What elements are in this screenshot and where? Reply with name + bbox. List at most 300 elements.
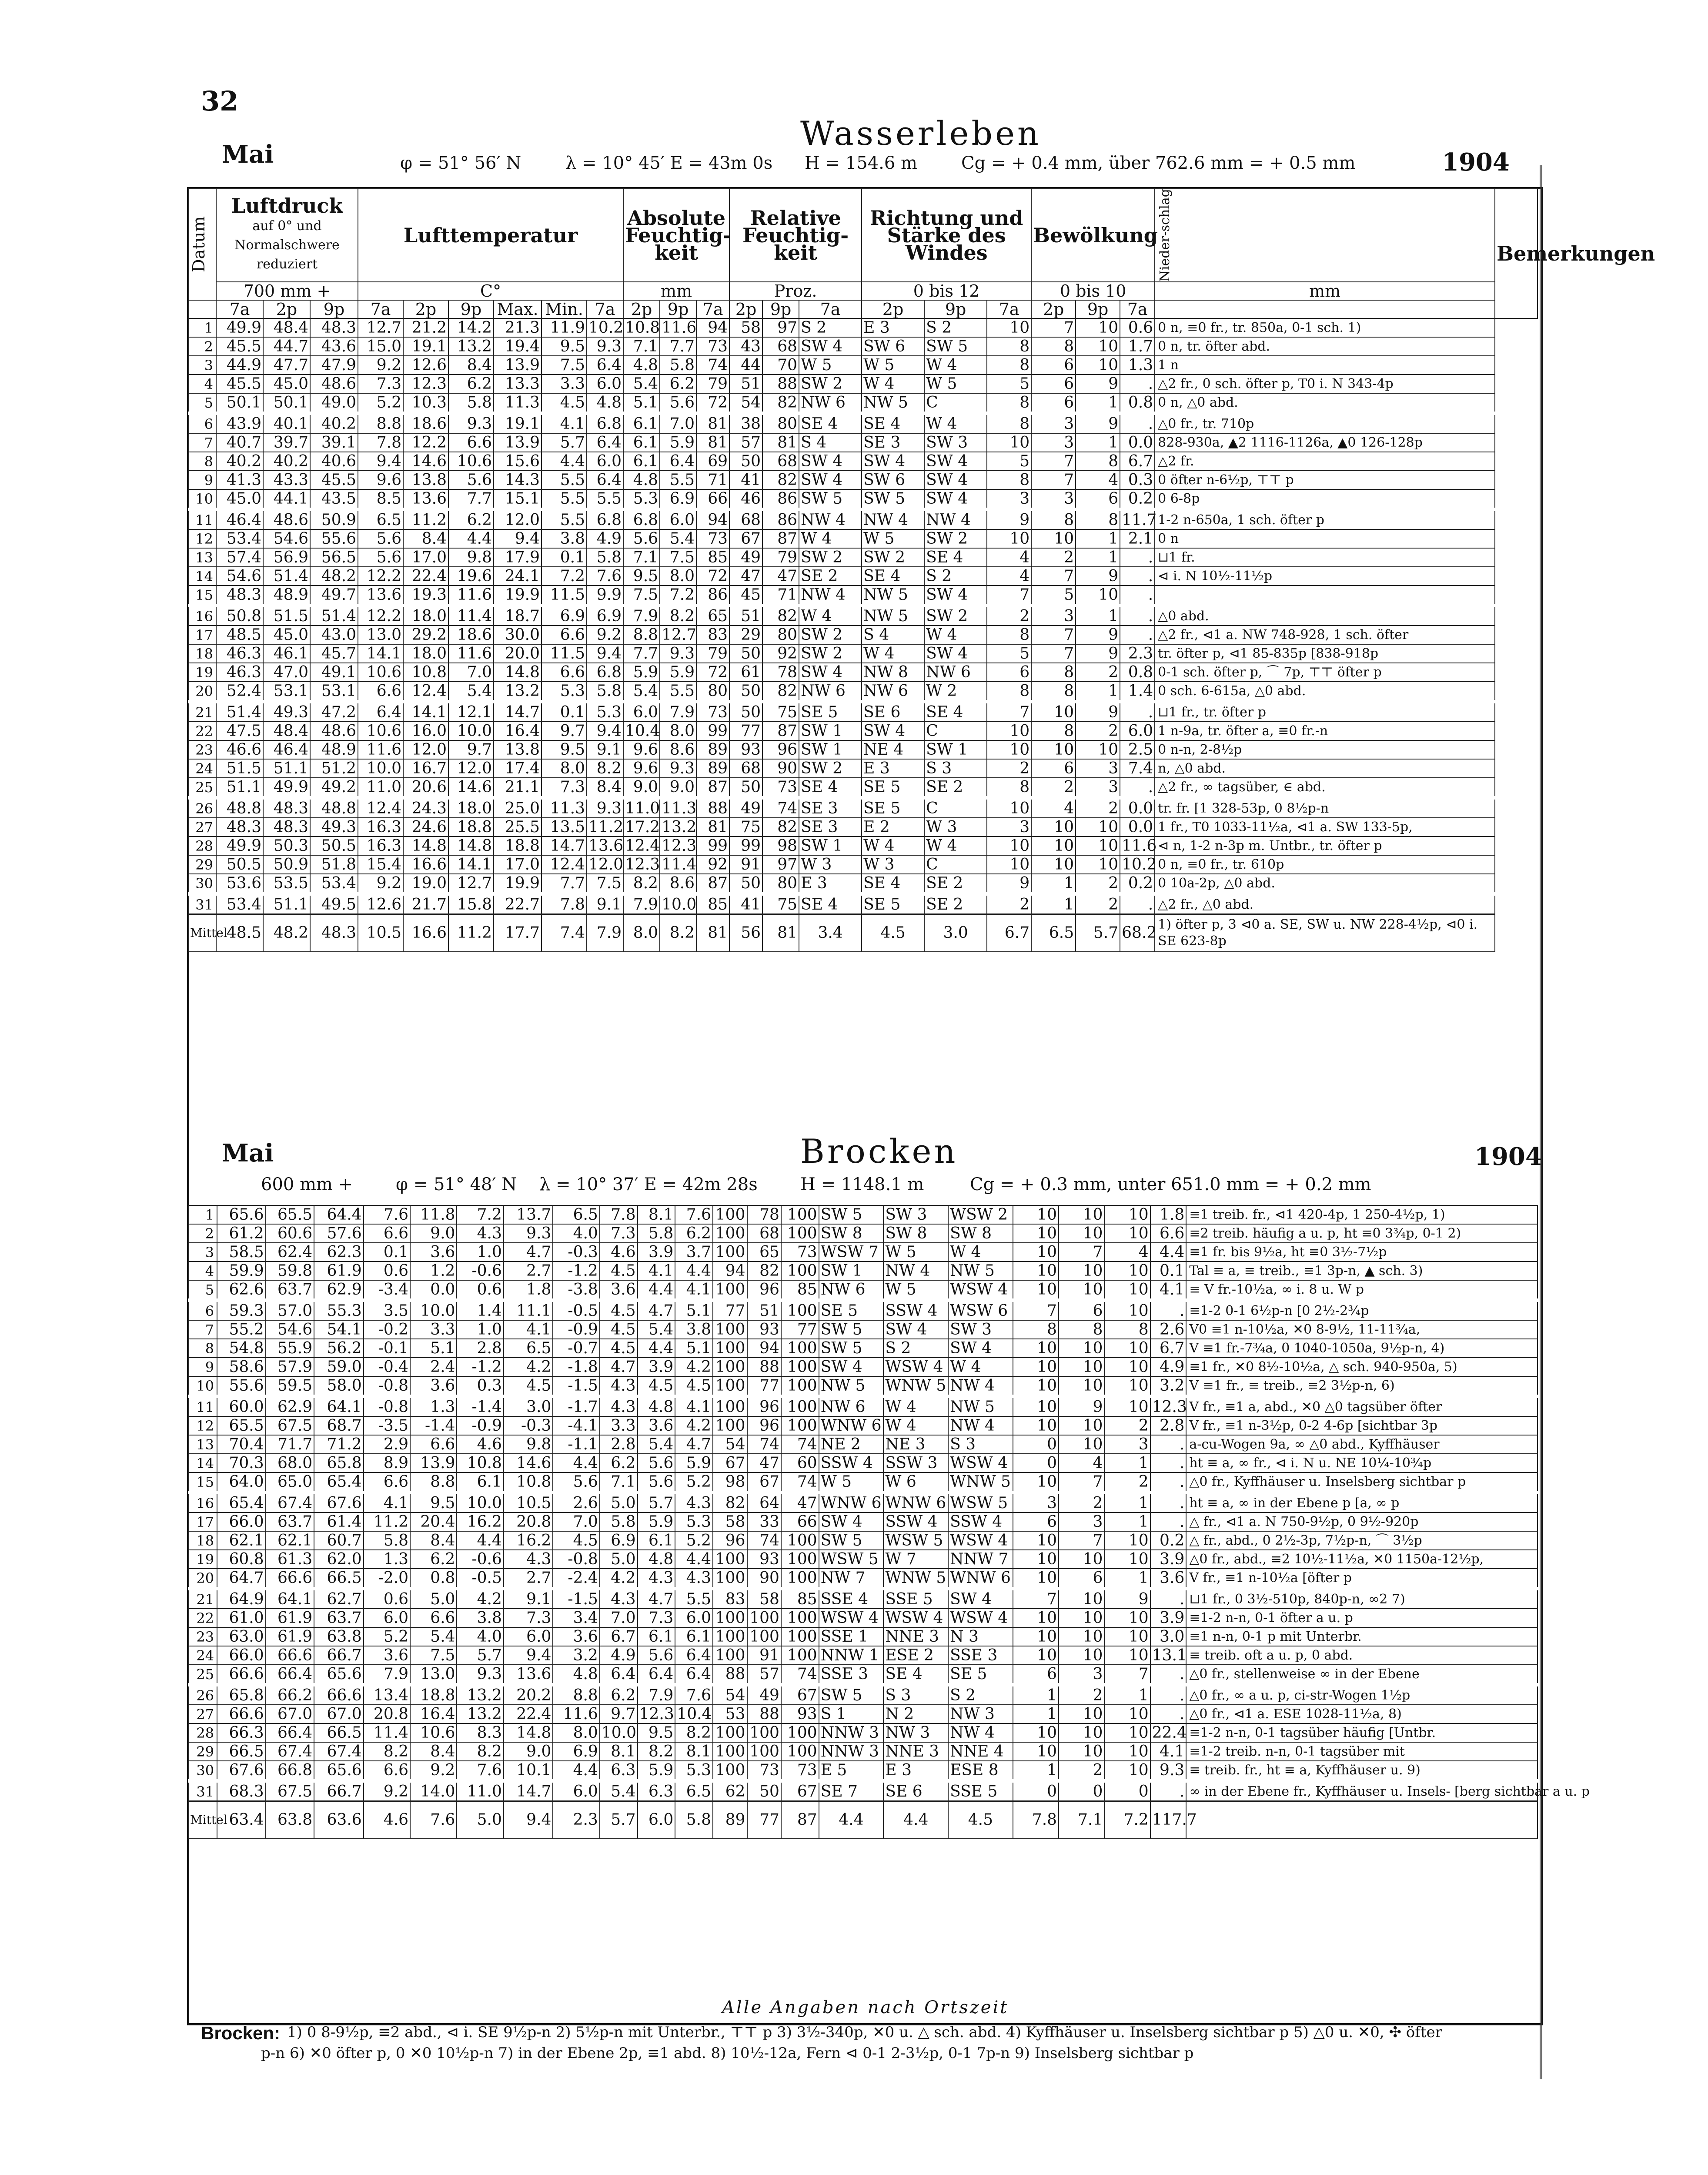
table-cell: 6.0 (587, 452, 623, 471)
table-cell: E 2 (862, 818, 924, 837)
table-cell: SE 4 (924, 548, 987, 567)
table-cell: 77 (781, 1320, 819, 1339)
table-cell: . (1120, 894, 1155, 914)
table-cell: 66.6 (217, 1705, 266, 1723)
table-cell: 13.7 (504, 1205, 553, 1224)
table-cell: 7 (1031, 471, 1076, 489)
table-cell: -0.5 (553, 1300, 599, 1320)
table-cell: 14.8 (494, 663, 541, 682)
table-cell: 21 (188, 702, 216, 722)
mean-cell: 8.2 (660, 914, 696, 952)
table-cell: SE 4 (799, 894, 862, 914)
table-cell: NW 4 (948, 1416, 1013, 1435)
table-cell: 6.9 (541, 606, 587, 626)
table-cell: 82 (762, 606, 799, 626)
table-cell: 48.6 (310, 375, 358, 393)
table-cell: 9.4 (587, 722, 623, 740)
table-cell: 12.7 (660, 626, 696, 644)
table-cell: 5.3 (675, 1761, 713, 1781)
table-cell: 24 (188, 1646, 217, 1665)
table-cell: 50.3 (263, 837, 310, 855)
table-cell: 4 (1104, 1243, 1150, 1262)
table-cell: 10 (1104, 1300, 1150, 1320)
table-cell: 10 (1059, 1376, 1104, 1396)
table-cell: 9.3 (1150, 1761, 1187, 1781)
table-cell: 0 (1104, 1781, 1150, 1801)
table-cell: 13.6 (403, 489, 448, 509)
table-cell: SSW 4 (883, 1512, 948, 1531)
table-cell: ⊔1 fr., 0 3½-510p, 840p-n, ∞2 7) (1186, 1589, 1538, 1609)
table-cell: 46.4 (263, 740, 310, 759)
table-cell: 7.6 (675, 1205, 713, 1224)
mean-cell: 6.7 (987, 914, 1031, 952)
table-cell: 5.1 (675, 1339, 713, 1358)
table-cell: 6.2 (448, 509, 494, 529)
table-cell: 40.6 (310, 452, 358, 471)
table-cell: 13.9 (494, 433, 541, 452)
table-cell: 6.1 (638, 1627, 675, 1646)
table-row (188, 778, 1538, 798)
table-cell: 64.1 (314, 1396, 364, 1416)
time-7a: 7a (587, 300, 623, 318)
table-cell: 15.8 (448, 894, 494, 914)
table-cell: 10 (987, 433, 1031, 452)
table-cell: SE 2 (799, 567, 862, 586)
bew-unit: 0 bis 10 (1031, 282, 1155, 300)
table-cell: 51.1 (263, 894, 310, 914)
table-cell: 14.1 (448, 855, 494, 874)
table-cell: 7.3 (504, 1609, 553, 1627)
table-cell: SSE 5 (883, 1589, 948, 1609)
table-cell: 8 (1076, 452, 1120, 471)
table-cell: 5.7 (457, 1646, 503, 1665)
table-cell: ∞ in der Ebene fr., Kyffhäuser u. Insels- [berg sichtbar a u. p (1186, 1781, 1538, 1801)
table-cell: 10 (1031, 740, 1076, 759)
table-cell: 20.8 (364, 1705, 410, 1723)
table-cell: 24.6 (403, 818, 448, 837)
table-cell: 19.9 (494, 586, 541, 606)
table-cell: SE 2 (924, 874, 987, 894)
table-cell: 66.3 (217, 1723, 266, 1742)
table-cell: 10.4 (675, 1705, 713, 1723)
table-cell: 68 (762, 337, 799, 356)
table-cell: 4.2 (675, 1358, 713, 1376)
abs-unit: mm (623, 282, 729, 300)
table-cell: 4.1 (675, 1396, 713, 1416)
table-cell: 74 (781, 1472, 819, 1492)
table-cell: △0 fr., stellenweise ∞ in der Ebene (1186, 1665, 1538, 1685)
table-cell: SW 6 (862, 337, 924, 356)
table-cell: 0.6 (1120, 318, 1155, 337)
table-cell: W 4 (924, 626, 987, 644)
table-cell: SE 4 (799, 778, 862, 798)
table-cell: 100 (781, 1742, 819, 1761)
table-cell: 2.8 (600, 1435, 638, 1454)
table-cell: ≡1 n-n, 0-1 p mit Unterbr. (1186, 1627, 1538, 1646)
table-cell: 58.6 (217, 1358, 266, 1376)
table-cell: 18.7 (494, 606, 541, 626)
table-cell: NW 4 (883, 1262, 948, 1280)
table-cell: 1 (188, 318, 216, 337)
table-cell: 5.7 (638, 1492, 675, 1512)
table-cell: 48.2 (310, 567, 358, 586)
table-cell: WSW 5 (819, 1550, 884, 1569)
table-cell: -0.2 (364, 1320, 410, 1339)
table-cell: 5.0 (600, 1550, 638, 1569)
table-cell: 7.8 (541, 894, 587, 914)
table-cell: 74 (762, 798, 799, 818)
table-cell: 8.8 (623, 626, 660, 644)
table-cell: S 1 (819, 1705, 884, 1723)
table-cell: 3.0 (1150, 1627, 1187, 1646)
table-cell: 50 (729, 702, 762, 722)
table-cell: 9 (1076, 413, 1120, 433)
table-cell: V fr., ≡1 n-10½a [öfter p (1186, 1569, 1538, 1589)
table-cell: 100 (713, 1609, 747, 1627)
table-cell: 50 (729, 452, 762, 471)
table-cell: 1 (1104, 1685, 1150, 1705)
table-cell: SW 5 (924, 337, 987, 356)
page-number: 32 (201, 85, 239, 117)
table-cell: 57 (729, 433, 762, 452)
table-cell: 7 (1104, 1665, 1150, 1685)
table-cell: 9.2 (358, 874, 403, 894)
table-cell: 1 (1076, 548, 1120, 567)
table-cell: 17.2 (623, 818, 660, 837)
table-cell: 94 (696, 318, 729, 337)
table-cell: 18.8 (494, 837, 541, 855)
table-cell: 51 (729, 375, 762, 393)
table-row (188, 433, 1538, 452)
table-cell: 10 (1059, 1627, 1104, 1646)
table-cell: 93 (747, 1550, 781, 1569)
table-cell: 8 (1031, 509, 1076, 529)
table-cell: ≡ V fr.-10½a, ∞ i. 8 u. W p (1186, 1280, 1538, 1300)
table-cell: . (1150, 1781, 1187, 1801)
table-cell: 4.4 (553, 1454, 599, 1472)
table-cell: 10 (1059, 1723, 1104, 1742)
table-cell: 10 (987, 837, 1031, 855)
table-cell: 100 (747, 1609, 781, 1627)
table-cell: SE 7 (819, 1781, 884, 1801)
table-cell: 63.7 (314, 1609, 364, 1627)
mean-cell: 81 (696, 914, 729, 952)
table-cell: 22.4 (403, 567, 448, 586)
table-cell: 2 (1104, 1472, 1150, 1492)
table-cell: . (1120, 626, 1155, 644)
table-cell: S 2 (883, 1339, 948, 1358)
time-9p: 9p (310, 300, 358, 318)
table-cell: WNW 5 (883, 1376, 948, 1396)
table-cell: 12.0 (403, 740, 448, 759)
table-cell: . (1120, 586, 1155, 606)
table-cell: 8.2 (660, 606, 696, 626)
table-cell: 16.3 (358, 818, 403, 837)
table-cell: SW 5 (819, 1205, 884, 1224)
table-cell: WSW 4 (819, 1609, 884, 1627)
ortszeit-note: Alle Angaben nach Ortszeit (722, 1998, 1009, 2018)
table-cell: 9.4 (504, 1646, 553, 1665)
table-cell: 65.8 (217, 1685, 266, 1705)
table-cell: 87 (696, 778, 729, 798)
table-cell: 75 (762, 894, 799, 914)
table-cell: 43.5 (310, 489, 358, 509)
mean-cell: 6.0 (638, 1801, 675, 1839)
table-cell: NW 6 (924, 663, 987, 682)
table-cell: 48.8 (216, 798, 263, 818)
table-cell: 7.6 (364, 1205, 410, 1224)
table-cell: 8.2 (364, 1742, 410, 1761)
mean-cell: 89 (713, 1801, 747, 1839)
table-cell: SE 5 (862, 894, 924, 914)
table-cell: 3.2 (1150, 1376, 1187, 1396)
table-cell: 9.1 (587, 740, 623, 759)
table-cell: 8 (1076, 509, 1120, 529)
table-cell: 6.7 (1150, 1339, 1187, 1358)
table-cell: 5.9 (638, 1761, 675, 1781)
table-cell: 61.3 (266, 1550, 314, 1569)
table-cell: 43 (729, 337, 762, 356)
table-cell: 7.9 (623, 606, 660, 626)
table-cell: 100 (713, 1243, 747, 1262)
table-cell: . (1150, 1512, 1187, 1531)
table-cell: 12.3 (660, 837, 696, 855)
table-cell: 14.1 (358, 644, 403, 663)
table-cell: 5.6 (358, 529, 403, 548)
table-cell: 14.1 (403, 702, 448, 722)
table-cell: 12.2 (403, 433, 448, 452)
table-cell: 18.0 (448, 798, 494, 818)
table-cell: 13.8 (494, 740, 541, 759)
table-cell: 4.3 (457, 1224, 503, 1243)
luftdruck-unit: 700 mm + (216, 282, 358, 300)
table-cell: 13.2 (457, 1685, 503, 1705)
table-cell: 13 (188, 1435, 217, 1454)
table-cell: 5.6 (553, 1472, 599, 1492)
table-cell: 6.9 (660, 489, 696, 509)
table-cell: 2 (1031, 778, 1076, 798)
table-cell: 81 (696, 433, 729, 452)
table-cell: 8 (1104, 1320, 1150, 1339)
table-cell: 10 (1059, 1550, 1104, 1569)
table-cell: 10 (1059, 1609, 1104, 1627)
table-cell: △ fr., abd., 0 2½-3p, 7½p-n, ⌒ 3½p (1186, 1531, 1538, 1550)
table-cell: 14.0 (410, 1781, 457, 1801)
table-cell: SW 4 (799, 663, 862, 682)
table-cell: 66.5 (314, 1569, 364, 1589)
time-2p: 2p (1031, 300, 1076, 318)
table-cell: WSW 6 (948, 1300, 1013, 1320)
table-cell: WSW 5 (948, 1492, 1013, 1512)
table-cell: 14.2 (448, 318, 494, 337)
table-cell: SSE 3 (948, 1646, 1013, 1665)
table-cell: . (1150, 1454, 1187, 1472)
table-cell: -0.9 (457, 1416, 503, 1435)
mean-cell: 5.0 (457, 1801, 503, 1839)
table-cell: 4.2 (504, 1358, 553, 1376)
table-cell: 3.3 (541, 375, 587, 393)
table-cell: 4.8 (553, 1665, 599, 1685)
table-cell: 1.3 (410, 1396, 457, 1416)
table-cell: 10 (1104, 1224, 1150, 1243)
table-cell: . (1150, 1435, 1187, 1454)
table-cell: 5.6 (660, 393, 696, 413)
table-cell: 23 (188, 740, 216, 759)
table-cell: SW 1 (799, 722, 862, 740)
table-cell: 8.0 (553, 1723, 599, 1742)
table-cell: 9 (1076, 644, 1120, 663)
table-cell: 3.9 (638, 1358, 675, 1376)
table-cell: 67.5 (266, 1416, 314, 1435)
table-cell: 67 (781, 1685, 819, 1705)
table-cell: 10 (1013, 1550, 1059, 1569)
table-cell: △0 fr., tr. 710p (1155, 413, 1495, 433)
table-cell: 11.6 (358, 740, 403, 759)
table-cell: 100 (713, 1569, 747, 1589)
table-cell: 100 (781, 1609, 819, 1627)
table-cell: 4.3 (600, 1376, 638, 1396)
table-cell: 7 (1031, 644, 1076, 663)
table-cell: 10 (1104, 1627, 1150, 1646)
table-cell: 45.0 (216, 489, 263, 509)
table-cell: WSW 2 (948, 1205, 1013, 1224)
table-cell: 5.9 (660, 663, 696, 682)
table-cell: 54.1 (314, 1320, 364, 1339)
table-cell: 62.9 (266, 1396, 314, 1416)
table-cell: 50 (729, 874, 762, 894)
table-cell: 7 (1031, 626, 1076, 644)
table-cell: 17.9 (494, 548, 541, 567)
table-cell: 11.5 (541, 644, 587, 663)
table-cell: 10 (1059, 1742, 1104, 1761)
mean-cell (1186, 1801, 1538, 1839)
table-row (188, 663, 1538, 682)
table-cell: 7 (188, 1320, 217, 1339)
table-cell: 100 (713, 1205, 747, 1224)
table-cell: 8.8 (410, 1472, 457, 1492)
table-cell: W 5 (924, 375, 987, 393)
mean-cell: 77 (747, 1801, 781, 1839)
table-cell: 12.2 (358, 567, 403, 586)
table-cell: 39.7 (263, 433, 310, 452)
table-cell: 12.7 (448, 874, 494, 894)
table-cell: 100 (781, 1723, 819, 1742)
table-cell: 78 (747, 1205, 781, 1224)
table-cell: SW 5 (819, 1531, 884, 1550)
table-cell: 100 (713, 1224, 747, 1243)
table-cell: ≡1 treib. fr., ⊲1 420-4p, 1 250-4½p, 1) (1186, 1205, 1538, 1224)
table-cell: SE 4 (862, 413, 924, 433)
table-cell: 7.4 (1120, 759, 1155, 778)
table-cell: 4.4 (638, 1280, 675, 1300)
table-cell: W 4 (799, 529, 862, 548)
table-cell: W 4 (924, 413, 987, 433)
table-cell: 0.8 (1120, 663, 1155, 682)
table-cell: 51.8 (310, 855, 358, 874)
table-cell: 73 (696, 337, 729, 356)
table-row (188, 337, 1538, 356)
table-cell: 9.9 (587, 586, 623, 606)
table-cell: SW 4 (924, 489, 987, 509)
table-cell: 66.6 (266, 1569, 314, 1589)
table-cell: 7.2 (457, 1205, 503, 1224)
table-cell: 2.8 (457, 1339, 503, 1358)
table-row (188, 1550, 1538, 1569)
table-cell: 5.4 (638, 1320, 675, 1339)
mean-cell: 4.4 (883, 1801, 948, 1839)
table-cell: 100 (713, 1416, 747, 1435)
table-cell: 8.4 (587, 778, 623, 798)
bemerkungen-header: Bemerkungen (1495, 188, 1538, 318)
table-cell: 13.8 (403, 471, 448, 489)
longitude-brocken: λ = 10° 37′ E = 42m 28s (539, 1174, 758, 1195)
table-cell: 5.2 (675, 1531, 713, 1550)
table-cell: 66.4 (266, 1665, 314, 1685)
table-cell: 62.3 (314, 1243, 364, 1262)
table-cell: 48.4 (263, 722, 310, 740)
table-cell: 100 (747, 1723, 781, 1742)
table-cell: 97 (762, 318, 799, 337)
table-cell: 46.1 (263, 644, 310, 663)
table-cell: 75 (762, 702, 799, 722)
table-cell: 5 (987, 452, 1031, 471)
table-cell: ≡1-2 0-1 6½p-n [0 2½-2¾p (1186, 1300, 1538, 1320)
station-title-wasserleben: Wasserleben (800, 114, 1041, 153)
table-cell: 85 (781, 1589, 819, 1609)
table-cell: 61.0 (217, 1609, 266, 1627)
table-cell: S 2 (924, 318, 987, 337)
table-cell: 5.4 (623, 682, 660, 702)
table-row (188, 1339, 1538, 1358)
table-cell: 44.1 (263, 489, 310, 509)
table-cell: 9.3 (660, 759, 696, 778)
table-cell: ≡2 treib. häufig a u. p, ht ≡0 3¾p, 0-1 2) (1186, 1224, 1538, 1243)
table-cell: ≡ treib. oft a u. p, 0 abd. (1186, 1646, 1538, 1665)
table-cell: 11.6 (448, 586, 494, 606)
table-cell: 14.3 (494, 471, 541, 489)
table-cell: NNE 3 (883, 1742, 948, 1761)
table-cell: 86 (762, 489, 799, 509)
table-cell: 9.5 (623, 567, 660, 586)
table-cell: 0.1 (541, 548, 587, 567)
table-cell: 17.0 (403, 548, 448, 567)
table-cell: 4.1 (1150, 1280, 1187, 1300)
table-cell: 1 (1013, 1705, 1059, 1723)
table-cell: 100 (781, 1262, 819, 1280)
table-cell: 5.5 (541, 489, 587, 509)
table-cell: 4 (188, 375, 216, 393)
table-cell: 0 öfter n-6½p, ⊤⊤ p (1155, 471, 1495, 489)
table-cell: 9.3 (587, 798, 623, 818)
table-cell: -1.7 (553, 1396, 599, 1416)
table-cell: 13.3 (494, 375, 541, 393)
mean-cell: 11.2 (448, 914, 494, 952)
table-cell: 3.9 (1150, 1609, 1187, 1627)
table-cell: 1 (1031, 894, 1076, 914)
table-cell: 21.2 (403, 318, 448, 337)
table-cell: △2 fr. (1155, 452, 1495, 471)
table-cell: 12.4 (358, 798, 403, 818)
table-cell: 3.6 (553, 1627, 599, 1646)
table-cell: 7.5 (660, 548, 696, 567)
table-cell: 9.2 (358, 356, 403, 375)
table-cell: 11.5 (541, 586, 587, 606)
table-cell: 0 (1059, 1781, 1104, 1801)
table-cell: 10.0 (410, 1300, 457, 1320)
table-cell: 2.7 (504, 1262, 553, 1280)
table-cell: 9 (188, 1358, 217, 1376)
table-cell: ≡1-2 treib. n-n, 0-1 tagsüber mit (1186, 1742, 1538, 1761)
